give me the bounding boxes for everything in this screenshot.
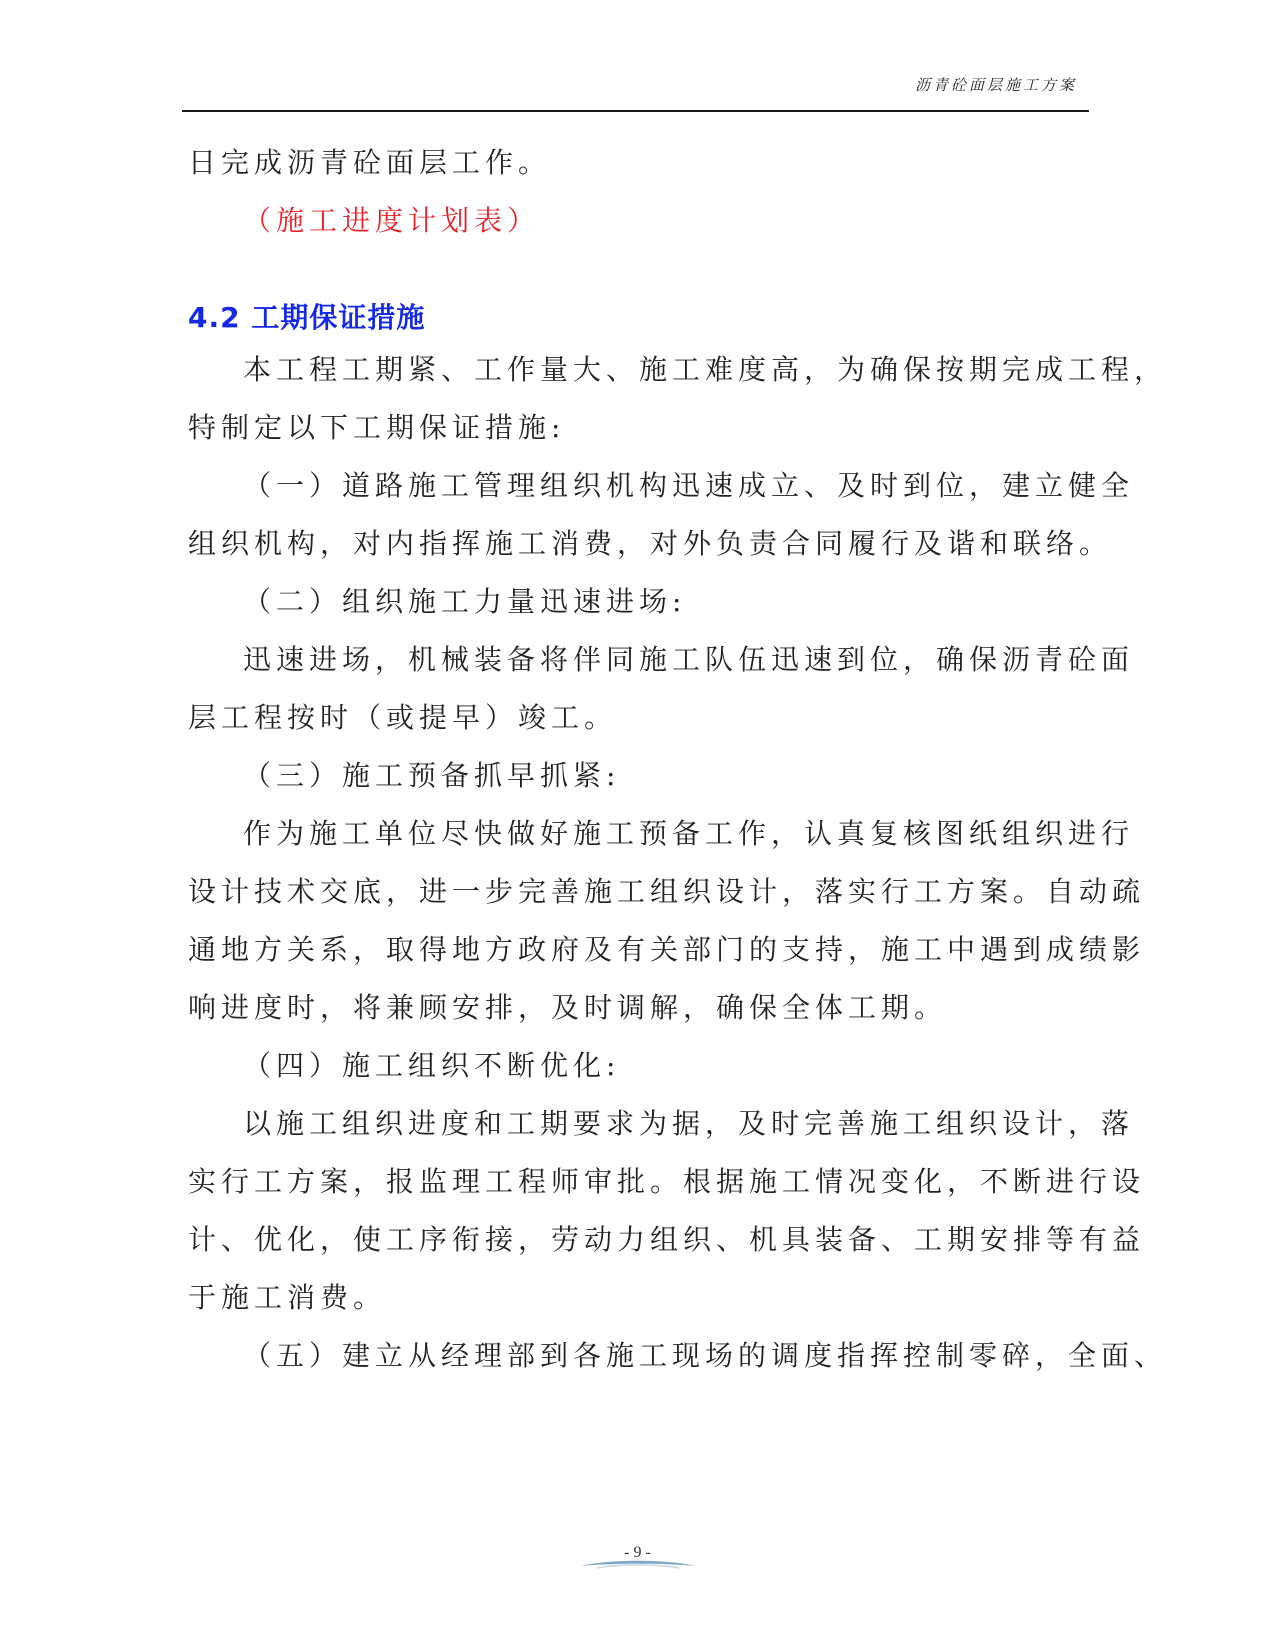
body-line-5: （一）道路施工管理组织机构迅速成立、及时到位，建立健全 (243, 469, 1135, 502)
body-line-15: （四）施工组织不断优化: (243, 1049, 621, 1082)
body-line-17: 实行工方案，报监理工程师审批。根据施工情况变化，不断进行设 (188, 1165, 1146, 1198)
header-title: 沥青砼面层施工方案 (914, 76, 1077, 94)
header-divider (182, 110, 1089, 112)
swoosh-icon (579, 1558, 697, 1570)
body-line-16: 以施工组织进度和工期要求为据，及时完善施工组织设计，落 (243, 1107, 1135, 1140)
body-line-20: （五）建立从经理部到各施工现场的调度指挥控制零碎，全面、 (243, 1339, 1168, 1372)
body-line-4: 特制定以下工期保证措施: (188, 411, 566, 444)
body-line-6: 组织机构，对内指挥施工消费，对外负责合同履行及谐和联络。 (188, 527, 1113, 560)
body-line-14: 响进度时，将兼顾安排，及时调解，确保全体工期。 (188, 991, 948, 1024)
body-line-13: 通地方关系，取得地方政府及有关部门的支持，施工中遇到成绩影 (188, 933, 1146, 966)
section-heading: 4.2 工期保证措施 (188, 301, 426, 334)
body-line-9: 层工程按时（或提早）竣工。 (188, 701, 618, 734)
page-number: - 9 - (624, 1544, 651, 1561)
body-line-10: （三）施工预备抓早抓紧: (243, 759, 621, 792)
body-line-3: 本工程工期紧、工作量大、施工难度高，为确保按期完成工程， (243, 353, 1168, 386)
body-line-1: 日完成沥青砼面层工作。 (188, 146, 552, 179)
body-line-12: 设计技术交底，进一步完善施工组织设计，落实行工方案。自动疏 (188, 875, 1146, 908)
schedule-table-note: （施工进度计划表） (243, 204, 541, 237)
body-line-7: （二）组织施工力量迅速进场: (243, 585, 687, 618)
body-line-8: 迅速进场，机械装备将伴同施工队伍迅速到位，确保沥青砼面 (243, 643, 1135, 676)
body-line-11: 作为施工单位尽快做好施工预备工作，认真复核图纸组织进行 (243, 817, 1135, 850)
body-line-18: 计、优化，使工序衔接，劳动力组织、机具装备、工期安排等有益 (188, 1223, 1146, 1256)
body-line-19: 于施工消费。 (188, 1281, 387, 1314)
